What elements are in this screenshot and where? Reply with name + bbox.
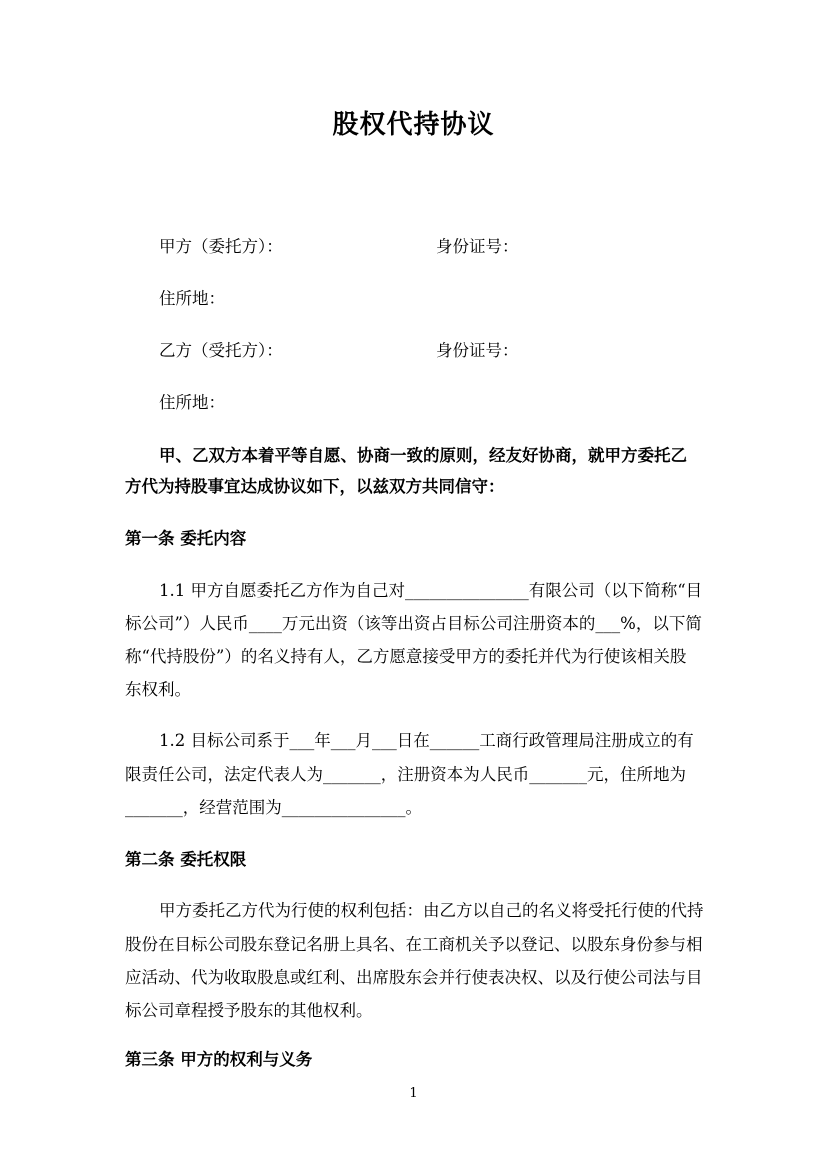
article-1-paragraph-line: 1.2 目标公司系于___年___月___日在______工商行政管理局注册成立的有 [159,731,694,750]
preamble-line: 方代为持股事宜达成协议如下，以兹双方共同信守： [125,477,505,496]
article-2-paragraph-line: 股份在目标公司股东登记名册上具名、在工商机关予以登记、以股东身份参与相 [125,935,703,954]
article-1-paragraph-line: _______，经营范围为_______________。 [125,798,422,817]
article-2-paragraph-line: 甲方委托乙方代为行使的权利包括：由乙方以自己的名义将受托行使的代持 [159,901,704,920]
article-1-paragraph-line: 1.1 甲方自愿委托乙方作为自己对_______________有限公司（以下简称“目 [159,581,703,600]
party-a-address-label: 住所地： [159,289,225,308]
party-b-label: 乙方（受托方）： [159,341,283,360]
article-1-paragraph-line: 东权利。 [125,680,191,699]
article-1-heading: 第一条 委托内容 [125,529,247,548]
party-a-label: 甲方（委托方）： [159,237,283,256]
preamble-line: 甲、乙双方本着平等自愿、协商一致的原则，经友好协商，就甲方委托乙 [159,446,687,465]
article-2-heading: 第二条 委托权限 [125,850,247,869]
article-1-paragraph-line: 标公司”）人民币____万元出资（该等出资占目标公司注册资本的___%，以下简 [125,614,702,633]
party-b-address-label: 住所地： [159,393,225,412]
article-2-paragraph-line: 标公司章程授予股东的其他权利。 [125,1001,373,1020]
article-1-paragraph-line: 限责任公司，法定代表人为_______，注册资本为人民币_______元，住所地为 [125,765,686,784]
document-title: 股权代持协议 [332,110,495,140]
page-number: 1 [409,1086,418,1101]
article-3-heading: 第三条 甲方的权利与义务 [125,1050,313,1069]
article-1-paragraph-line: 称“代持股份”）的名义持有人，乙方愿意接受甲方的委托并代为行使该相关股 [125,647,687,666]
article-2-paragraph-line: 应活动、代为收取股息或红利、出席股东会并行使表决权、以及行使公司法与目 [125,968,703,987]
party-a-id-label: 身份证号： [436,237,519,256]
party-b-id-label: 身份证号： [436,341,519,360]
